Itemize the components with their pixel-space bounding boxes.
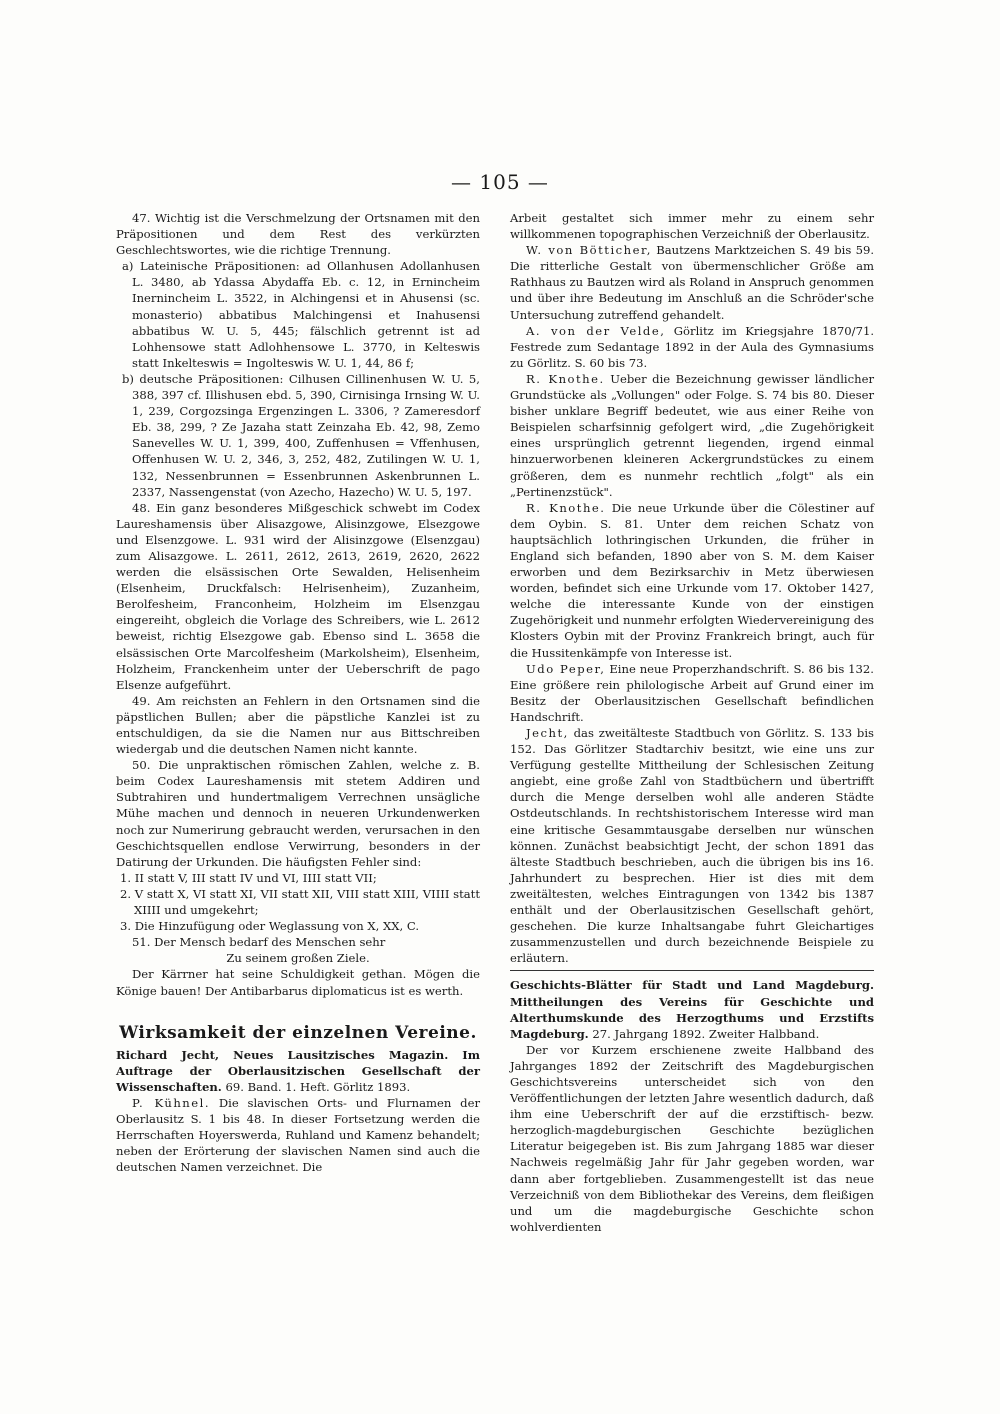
list-item-50-1: 1. II statt V, III statt IV und VI, IIII statt VII; <box>120 870 377 885</box>
paragraph-48: 48. Ein ganz besonderes Mißgeschick schwebt im Codex Laureshamensis über Alisazgowe, Alisinzgowe, Elsezgowe und Elsenzgowe. L. 931 wird der Alisinzgowe (Elsenzgau) zum Alisazgowe. L. 2611, 2612, 2613, 2619, 2620, 2622 werden die elsässischen Orte Sewalden, Helisenheim (Elsenheim, Druckfalsch: Helrisenheim), Zuzanheim, Berolfesheim, Franconheim, Holzheim im Elsenzgau eingereiht, obgleich die Vorlage des Schreibers, wie L. 2612 beweist, richtig Elsezgowe gab. Ebenso sind L. 3658 die elsässischen Orte Marcolfesheim (Markolsheim), Elsenheim, Holzheim, Franckenheim unter der Ueberschrift de pago Elsenze aufgeführt. <box>116 500 480 692</box>
right-paragraph-6: Eine neue Properzhandschrift. S. 86 bis 132. Eine größere rein philologische Arbeit auf Grund einer im Besitz der Oberlausitzischen Gesellschaft befindlichen Handschrift. <box>510 661 874 724</box>
right-paragraph-2: Bautzens Marktzeichen S. 49 bis 59. Die ritterliche Gestalt von übermenschlicher Größe am Rathhaus zu Bautzen wird als Roland in Anspruch genommen und über ihre Bedeutung im Anschluß an die Schröder'sche Untersuchung zutreffend gehandelt. <box>510 243 875 322</box>
author-knothe-2: R. Knothe. <box>526 500 606 515</box>
paragraph-51-text: Der Kärrner hat seine Schuldigkeit gethan. Mögen die Könige bauen! Der Antibarbarus diplomaticus ist es werth. <box>116 967 480 998</box>
left-column <box>116 210 480 1175</box>
section-divider <box>510 970 874 971</box>
author-peper: Udo Peper, <box>526 661 606 676</box>
right-paragraph-5: Die neue Urkunde über die Cölestiner auf dem Oybin. S. 81. Unter dem reichen Schatz von hauptsächlich lothringischen Urkunden, die früher in England sich befanden, 1890 aber von S. M. dem Kaiser erworben und dem Bezirksarchiv in Metz überwiesen worden, befindet sich eine Urkunde vom 17. Oktober 1427, welche die interessante Kunde von der einstigen Zugehörigkeit und nunmehr erfolgten Wiedervereinigung des Klosters Oybin mit der Provinz Frankreich bringt, auch für die Hussitenkämpfe von Interesse ist. <box>510 500 874 660</box>
right-paragraph-8: Der vor Kurzem erschienene zweite Halbband des Jahrganges 1892 der Zeitschrift des Magdeburgischen Geschichtsvereins unterscheidet sich von den Veröffentlichungen der letzten Jahre wesentlich dadurch, daß ihm eine Ueberschrift der auf die erzstiftisch- bezw. herzoglich-magdeburgischen Geschichte bezüglichen Literatur beigegeben ist. Bis zum Jahrgang 1885 war dieser Nachweis regelmäßig Jahr für Jahr gegeben worden, war dann aber fortgeblieben. Zusammengestellt ist das neue Verzeichniß von dem Bibliothekar des Vereins, dem fleißigen und um die magdeburgische Geschichte schon wohlverdienten <box>510 1042 874 1234</box>
entry-text: Die slavischen Orts- und Flurnamen der Oberlausitz S. 1 bis 48. In dieser Fortsetzung werden die Herrschaften Hoyerswerda, Ruhland und Kamenz behandelt; neben der Erörterung der slavischen Namen sind auch die deutschen Namen verzeichnet. Die <box>116 1095 480 1175</box>
paragraph-51-verse-1: 51. Der Mensch bedarf des Menschen sehr <box>132 935 386 950</box>
page-number: — 105 — <box>451 170 549 194</box>
right-column <box>510 210 874 1235</box>
author-jecht: Jecht, <box>526 726 569 740</box>
right-paragraph-3: Görlitz im Kriegsjahre 1870/71. Festrede zum Sedantage 1892 in der Aula des Gymnasiums zu Görlitz. S. 60 bis 73. <box>510 323 875 370</box>
list-item-50-2: 2. V statt X, VI statt XI, VII statt XII, VIII statt XIII, VIIII statt XIIII und umgekehrt; <box>120 886 480 918</box>
paragraph-51-verse-2: Zu seinem großen Ziele. <box>226 951 370 966</box>
paragraph-47a: a) Lateinische Präpositionen: ad Ollanhusen Adollanhusen L. 3480, ab Ydassa Abydaffa Eb. c. 12, in Ernincheim Inernincheim L. 3522, in Alchingensi et in Ahusensi (sc. monasterio) abbatibus Malchingensi et Inahusensi abbatibus W. U. 5, 445; fälschlich getrennt ist ad Lohhensowe statt Adlohhensowe L. 3770, in Kelteswis statt Inkelteswis = Ingolteswis W. U. 1, 44, 86 f; <box>122 259 480 370</box>
author-velde: A. von der Velde, <box>526 323 666 338</box>
paragraph-47: 47. Wichtig ist die Verschmelzung der Ortsnamen mit den Präpositionen und dem Rest des verkürzten Geschlechtswortes, wie die richtige Trennung. <box>116 211 480 258</box>
list-item-50-3: 3. Die Hinzufügung oder Weglassung von X, XX, C. <box>120 919 420 934</box>
entry2-title-tail: 27. Jahrgang 1892. Zweiter Halbband. <box>588 1026 820 1041</box>
paragraph-47b: b) deutsche Präpositionen: Cilhusen Cillinenhusen W. U. 5, 388, 397 cf. Illishusen ebd. 5, 390, Cirnisinga Irnsing W. U. 1, 239, Corgozsinga Ergenzingen L. 3306, ? Zameresdorf Eb. 38, 299, ? Ze Jazaha statt Zeinzaha Eb. 42, 98, Zemo Sanevelles W. U. 1, 399, 400, Zuffenhusen = Vffenhusen, Offenhusen W. U. 2, 346, 3, 252, 482, Zutilingen W. U. 1, 132, Nessenbrunnen = Essenbrunnen Askenbrunnen L. 2337, Nassengenstat (von Azecho, Hazecho) W. U. 5, 197. <box>122 371 480 499</box>
entry-title: Richard Jecht, Neues Lausitzisches Magazin. Im Auftrage der Oberlausitzischen Gesellschaft der Wissenschaften. <box>116 1047 480 1094</box>
right-paragraph-4: Ueber die Bezeichnung gewisser ländlicher Grundstücke als „Vollungen" oder Folge. S. 74 bis 80. Dieser bisher unklare Begriff bedeutet, wie aus einer Reihe von Beispielen scharfsinnig gefolgert wird, „die Zugehörigkeit eines ursprünglich getrennt liegenden, irgend einmal hinzuerworbenen kleineren Ackergrundstückes zu einem größeren, dem es nunmehr rechtlich „folgt" als ein „Pertinenzstück". <box>510 371 874 499</box>
author-knothe-1: R. Knothe. <box>526 371 605 386</box>
paragraph-49: 49. Am reichsten an Fehlern in den Ortsnamen sind die päpstlichen Bullen; aber die päpstliche Kanzlei ist zu entschuldigen, da sie die Namen nur aus Bittschreiben wiedergab und die deutschen Namen nicht kannte. <box>116 693 480 757</box>
right-paragraph-7: das zweitälteste Stadtbuch von Görlitz. S. 133 bis 152. Das Görlitzer Stadtarchiv besitzt, wie eine uns zur Verfügung gestellte Mittheilung der Schlesischen Zeitung angiebt, eine große Zahl von Stadtbüchern und übertrifft durch die Menge derselben wohl alle anderen Städte Ostdeutschlands. In rechtshistorischem Interesse wird man eine kritische Gesammtausgabe derselben nur wünschen können. Zunächst beabsichtigt Jecht, der schon 1891 das älteste Stadtbuch beschrieben, auch die übrigen bis ins 16. Jahrhundert zu besprechen. Hier ist dies mit dem zweitältesten, welches Eintragungen von 1342 bis 1387 enthält und der Oberlausitzischen Gesellschaft gehört, geschehen. Die kurze Inhaltsangabe fuhrt Gleichartiges zusammenzustellen und durch bezeichnende Beispiele zu erläutern. <box>510 726 874 966</box>
right-paragraph-1: Arbeit gestaltet sich immer mehr zu einem sehr willkommenen topographischen Verzeichniß der Oberlausitz. <box>510 211 874 242</box>
entry-author: P. Kühnel. <box>132 1095 211 1110</box>
entry2-title: Geschichts-Blätter für Stadt und Land Magdeburg. Mittheilungen des Vereins für Geschichte und Alterthumskunde des Herzogthums und Erzstifts Magdeburg. <box>510 978 874 1041</box>
entry-title-tail: 69. Band. 1. Heft. Görlitz 1893. <box>221 1079 411 1094</box>
section-heading: Wirksamkeit der einzelnen Vereine. <box>119 1022 477 1043</box>
paragraph-50: 50. Die unpraktischen römischen Zahlen, welche z. B. beim Codex Laureshamensis mit stetem Addiren und Subtrahiren und hundertmaligem Verrechnen unsägliche Mühe machen und dennoch in neueren Urkundenwerken noch zur Numerirung gebraucht werden, verursachen in den Geschichtsquellen endlose Verwirrung, besonders in der Datirung der Urkunden. Die häufigsten Fehler sind: <box>116 758 480 869</box>
author-boetticher: W. von Bötticher, <box>526 243 652 258</box>
